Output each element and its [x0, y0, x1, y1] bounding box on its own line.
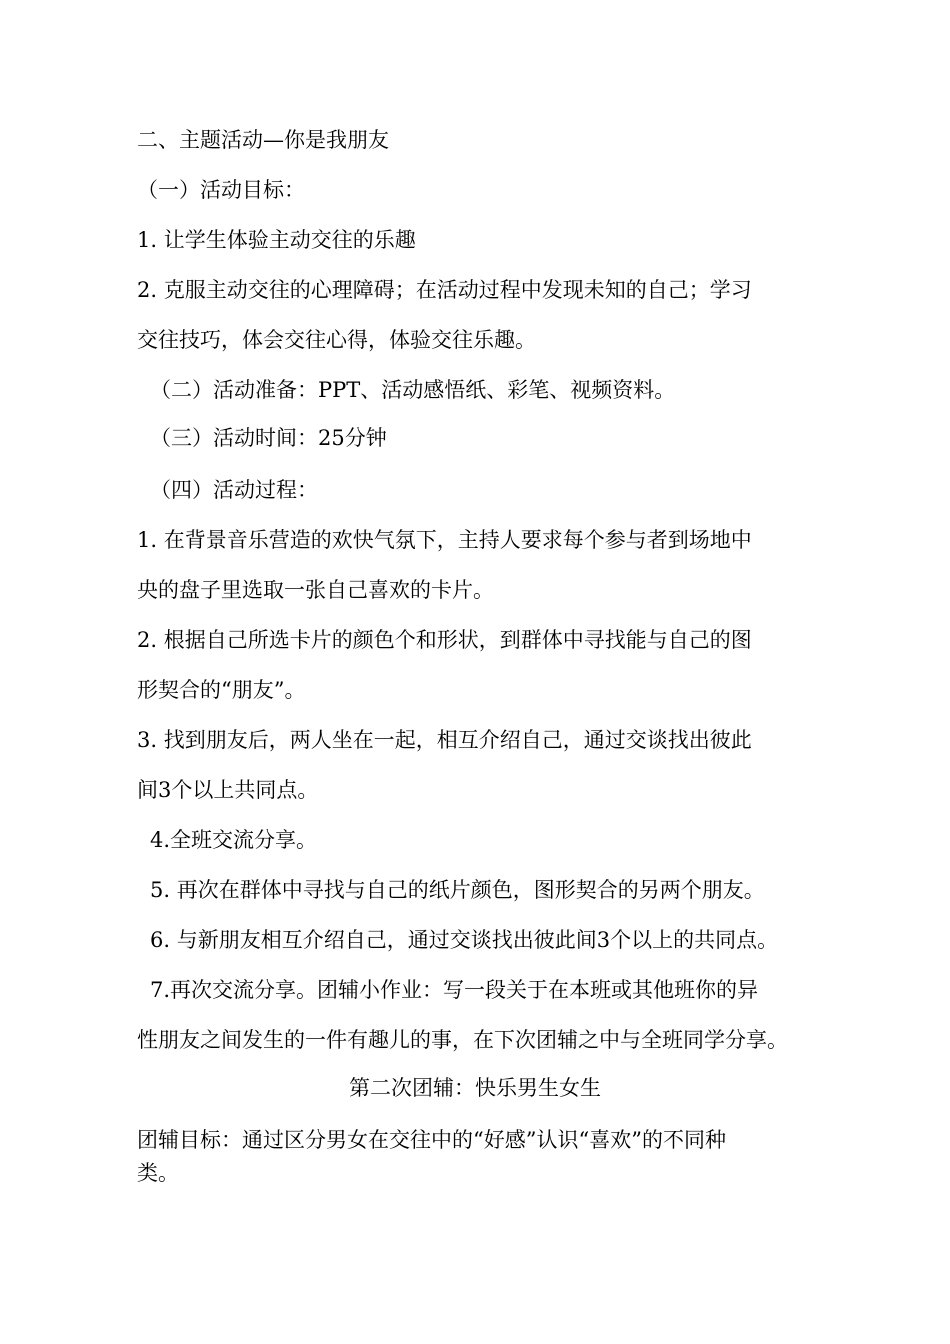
- goal-item-1: 1. 让学生体验主动交往的乐趣: [137, 228, 416, 252]
- process-item-1: 1. 在背景音乐营造的欢快气氛下，主持人要求每个参与者到场地中: [137, 528, 752, 552]
- goal-item-2-cont: 交往技巧，体会交往心得，体验交往乐趣。: [137, 328, 536, 352]
- process-item-5: 5. 再次在群体中寻找与自己的纸片颜色，图形契合的另两个朋友。: [150, 878, 765, 902]
- process-item-7: 7.再次交流分享。团辅小作业：写一段关于在本班或其他班你的异: [150, 978, 759, 1002]
- goal-item-2: 2. 克服主动交往的心理障碍；在活动过程中发现未知的自己；学习: [137, 278, 752, 302]
- subheading-goals: （一）活动目标：: [137, 178, 305, 202]
- process-item-4: 4.全班交流分享。: [150, 828, 318, 852]
- session-title: 第二次团辅：快乐男生女生: [349, 1076, 601, 1100]
- process-item-1-cont: 央的盘子里选取一张自己喜欢的卡片。: [137, 578, 494, 602]
- process-item-3-cont: 间3个以上共同点。: [137, 778, 319, 802]
- process-item-3: 3. 找到朋友后，两人坐在一起，相互介绍自己，通过交谈找出彼此: [137, 728, 752, 752]
- subheading-process: （四）活动过程：: [150, 478, 318, 502]
- subheading-time: （三）活动时间：25分钟: [150, 426, 387, 450]
- process-item-6: 6. 与新朋友相互介绍自己，通过交谈找出彼此间3个以上的共同点。: [150, 928, 779, 952]
- session-goal-cont: 类。: [137, 1161, 179, 1185]
- process-item-7-cont: 性朋友之间发生的一件有趣儿的事，在下次团辅之中与全班同学分享。: [137, 1028, 788, 1052]
- section-heading: 二、主题活动—你是我朋友: [137, 128, 389, 152]
- process-item-2: 2. 根据自己所选卡片的颜色个和形状，到群体中寻找能与自己的图: [137, 628, 752, 652]
- process-item-2-cont: 形契合的“朋友”。: [137, 678, 306, 702]
- subheading-preparation: （二）活动准备：PPT、活动感悟纸、彩笔、视频资料。: [150, 378, 676, 402]
- session-goal: 团辅目标：通过区分男女在交往中的“好感”认识“喜欢”的不同种: [137, 1128, 726, 1152]
